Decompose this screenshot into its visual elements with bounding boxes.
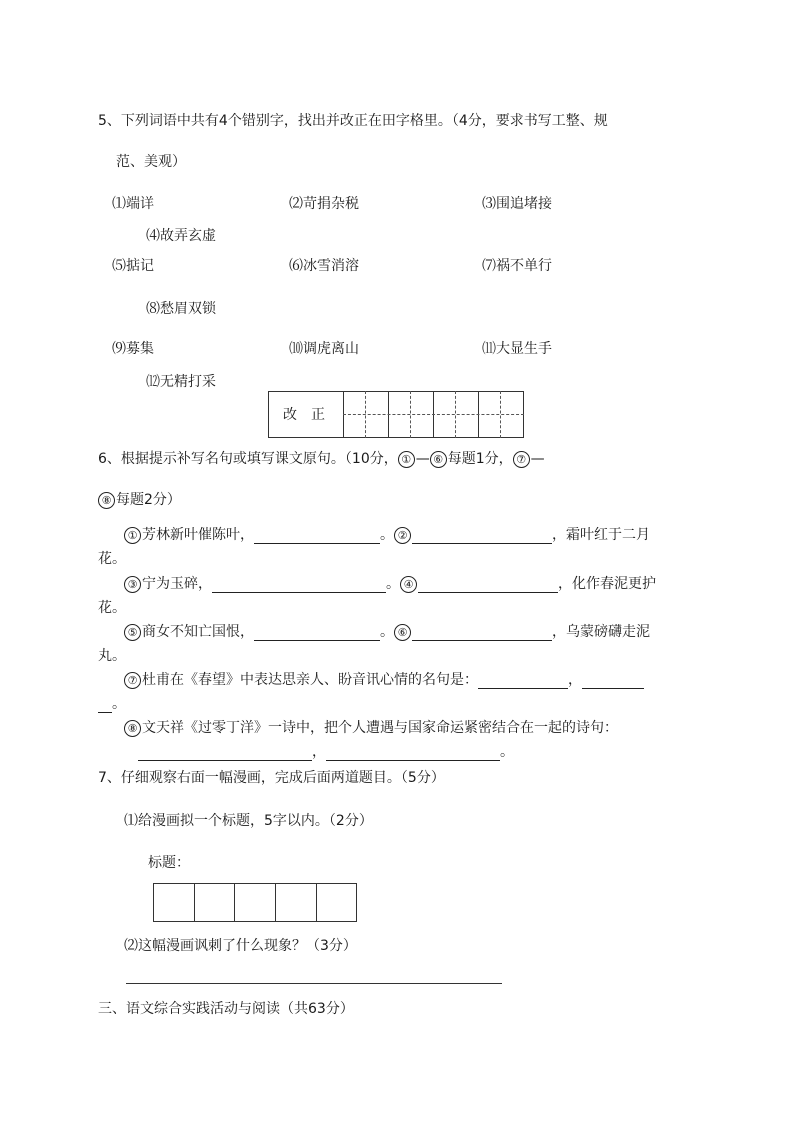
q5-prompt-line1: 5、下列词语中共有4个错别字，找出并改正在田字格里。（4分，要求书写工整、规 — [98, 113, 608, 129]
q7-sub1: ⑴给漫画拟一个标题，5字以内。（2分） — [124, 813, 373, 829]
answer-blank[interactable] — [418, 578, 558, 593]
q7-title-label: 标题： — [148, 855, 190, 871]
grid-dash — [343, 414, 524, 415]
q5-item-9: ⑼募集 — [112, 341, 154, 357]
circled-number: ⑥ — [430, 451, 447, 468]
grid-divider — [275, 883, 276, 922]
q5-item-4: ⑷故弄玄虚 — [146, 228, 216, 244]
q5-item-3: ⑶围追堵接 — [482, 196, 552, 212]
correction-label: 改 正 — [283, 407, 325, 423]
answer-blank[interactable] — [254, 529, 380, 544]
q6-sentence-1: ① 芳林新叶催陈叶， 。 ② ，霜叶红于二月 — [124, 526, 650, 544]
answer-blank[interactable] — [326, 746, 500, 761]
q7-sub2: ⑵这幅漫画讽刺了什么现象？（3分） — [124, 938, 357, 954]
section-3-heading: 三、语文综合实践活动与阅读（共63分） — [98, 1001, 354, 1017]
grid-divider — [234, 883, 235, 922]
answer-blank[interactable] — [254, 626, 380, 641]
q7-prompt: 7、仔细观察右面一幅漫画，完成后面两道题目。（5分） — [98, 770, 445, 786]
q5-item-7: ⑺祸不单行 — [482, 258, 552, 274]
circled-number: ① — [398, 451, 415, 468]
q6-prompt-line2: ⑧ 每题2分） — [98, 491, 181, 509]
q6-sentence-3: ⑤ 商女不知亡国恨， 。 ⑥ ，乌蒙磅礴走泥 — [124, 623, 650, 641]
answer-blank[interactable] — [98, 698, 112, 713]
grid-divider — [316, 883, 317, 922]
answer-blank[interactable] — [212, 578, 386, 593]
q5-item-11: ⑾大显生手 — [482, 341, 552, 357]
q5-item-5: ⑸掂记 — [112, 258, 154, 274]
q6-sentence-5: ⑧ 文天祥《过零丁洋》一诗中，把个人遭遇与国家命运紧密结合在一起的诗句： — [124, 719, 618, 737]
q6-sentence-5-wrap: ， 。 — [138, 743, 514, 761]
q5-item-6: ⑹冰雪消溶 — [289, 258, 359, 274]
q6-prompt-line1: 6、根据提示补写名句或填写课文原句。（10分， ① — ⑥ 每题1分， ⑦ — — [98, 451, 545, 467]
grid-divider — [194, 883, 195, 922]
answer-blank[interactable] — [478, 674, 568, 689]
q6-sentence-2: ③ 宁为玉碎， 。 ④ ，化作春泥更护 — [124, 575, 656, 593]
q5-item-1: ⑴端详 — [112, 196, 154, 212]
answer-line[interactable] — [126, 983, 502, 984]
title-answer-grid[interactable] — [153, 883, 357, 922]
q5-item-2: ⑵苛捐杂税 — [289, 196, 359, 212]
q5-prompt-line2: 范、美观） — [116, 154, 186, 170]
answer-blank[interactable] — [138, 746, 312, 761]
q6-sentence-1-wrap: 花。 — [98, 551, 126, 567]
answer-blank[interactable] — [582, 674, 644, 689]
answer-blank[interactable] — [412, 626, 552, 641]
q6-sentence-4-wrap: 。 — [98, 695, 126, 713]
q6-sentence-3-wrap: 丸。 — [98, 648, 126, 664]
circled-number: ⑧ — [98, 492, 115, 509]
circled-number: ⑦ — [513, 451, 530, 468]
answer-blank[interactable] — [412, 529, 552, 544]
q5-item-10: ⑽调虎离山 — [289, 341, 359, 357]
q6-sentence-2-wrap: 花。 — [98, 600, 126, 616]
q6-sentence-4: ⑦ 杜甫在《春望》中表达思亲人、盼音讯心情的名句是： ， — [124, 671, 644, 689]
q5-item-8: ⑻愁眉双锁 — [146, 301, 216, 317]
q5-item-12: ⑿无精打采 — [146, 374, 216, 390]
